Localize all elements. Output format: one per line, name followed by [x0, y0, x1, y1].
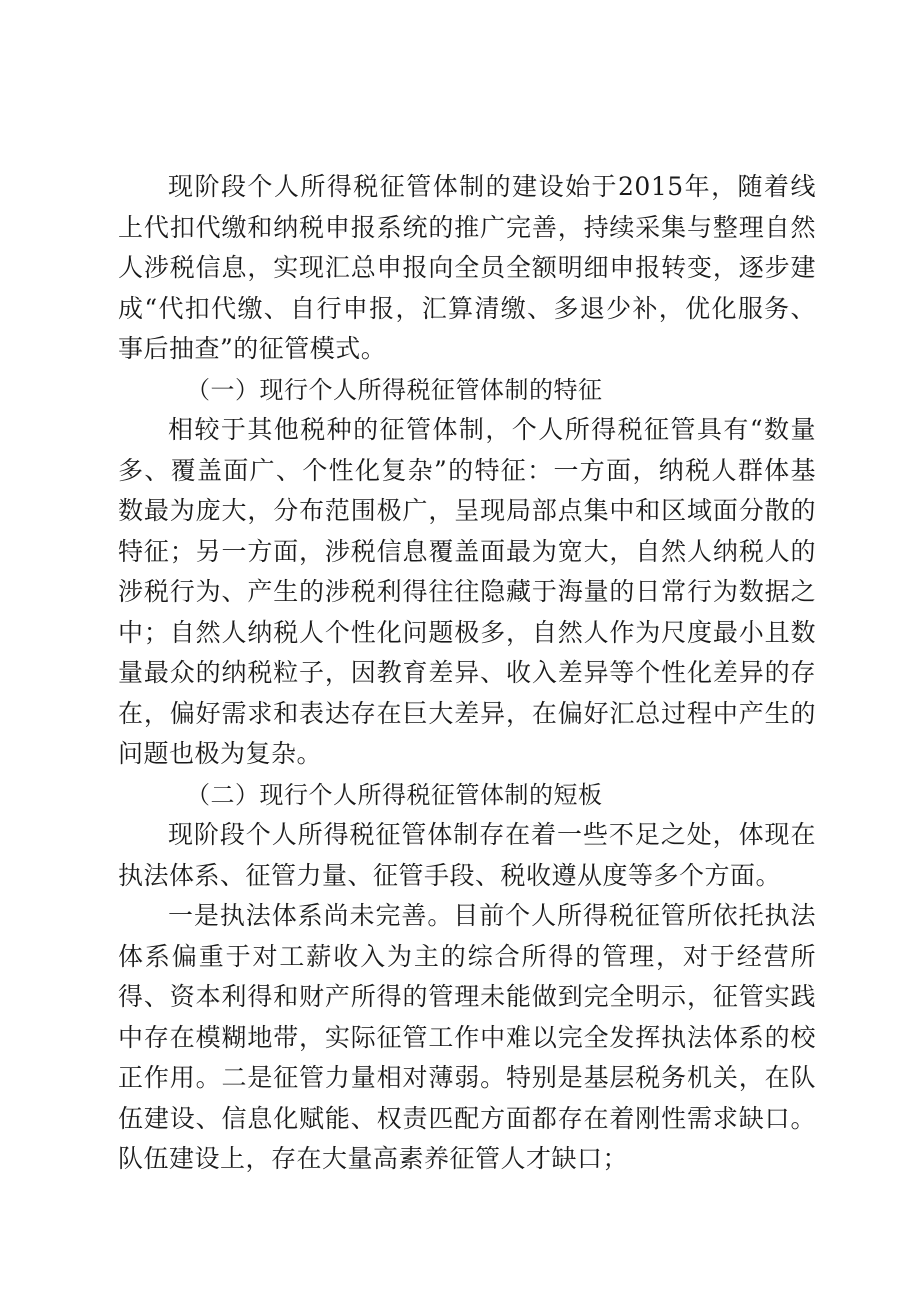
features-paragraph: 相较于其他税种的征管体制，个人所得税征管具有“数量多、覆盖面广、个性化复杂”的特征：一方面，纳税人群体基数最为庞大，分布范围极广，呈现局部点集中和区域面分散的特征；另一方面，涉税信息覆盖面最为宽大，自然人纳税人的涉税行为、产生的涉税利得往往隐藏于海量的日常行为数据之中；自然人纳税人个性化问题极多，自然人作为尺度最小且数量最众的纳税粒子，因教育差异、收入差异等个性化差异的存在，偏好需求和表达存在巨大差异，在偏好汇总过程中产生的问题也极为复杂。	[118, 415, 816, 768]
intro-paragraph: 现阶段个人所得税征管体制的建设始于2015年，随着线上代扣代缴和纳税申报系统的推广完善，持续采集与整理自然人涉税信息，实现汇总申报向全员全额明细申报转变，逐步建成“代扣代缴、自行申报，汇算清缴、多退少补，优化服务、事后抽查”的征管模式。	[118, 172, 816, 363]
section-heading-shortcomings: （二）现行个人所得税征管体制的短板	[186, 780, 603, 809]
section-heading-features: （一）现行个人所得税征管体制的特征	[186, 375, 603, 404]
shortcomings-detail-paragraph: 一是执法体系尚未完善。目前个人所得税征管所依托执法体系偏重于对工薪收入为主的综合所得的管理，对于经营所得、资本利得和财产所得的管理未能做到完全明示，征管实践中存在模糊地带，实际征管工作中难以完全发挥执法体系的校正作用。二是征管力量相对薄弱。特别是基层税务机关，在队伍建设、信息化赋能、权责匹配方面都存在着刚性需求缺口。队伍建设上，存在大量高素养征管人才缺口；	[118, 901, 816, 1173]
shortcomings-intro-paragraph: 现阶段个人所得税征管体制存在着一些不足之处，体现在执法体系、征管力量、征管手段、税收遵从度等多个方面。	[118, 820, 816, 890]
document-page	[118, 167, 816, 1180]
